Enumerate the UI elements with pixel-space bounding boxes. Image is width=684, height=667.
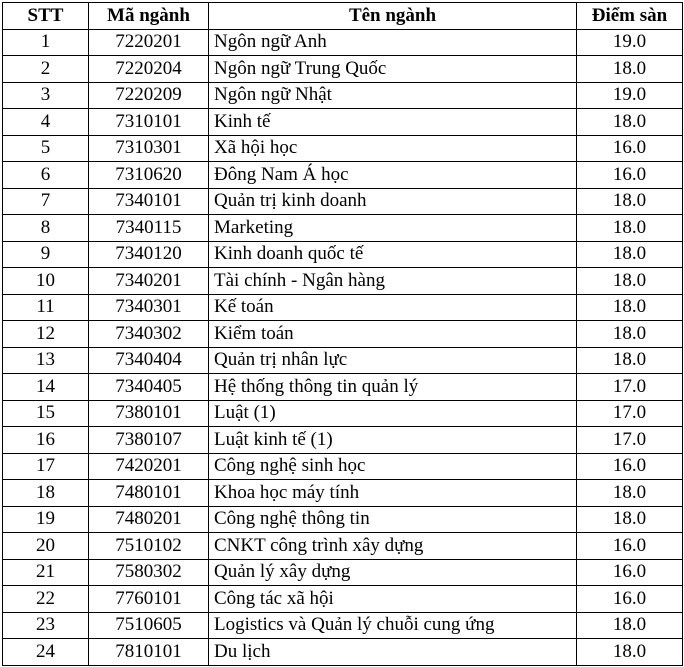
row-major-name: Kế toán xyxy=(209,294,577,321)
row-major-code: 7380101 xyxy=(89,400,209,427)
row-major-name: Công nghệ thông tin xyxy=(209,506,577,533)
row-major-code: 7220209 xyxy=(89,82,209,109)
row-stt: 22 xyxy=(3,586,89,613)
row-major-name: Quản lý xây dựng xyxy=(209,559,577,586)
row-min-score: 16.0 xyxy=(577,559,683,586)
row-stt: 12 xyxy=(3,321,89,348)
row-major-code: 7310620 xyxy=(89,162,209,189)
row-major-code: 7810101 xyxy=(89,639,209,666)
row-major-name: CNKT công trình xây dựng xyxy=(209,533,577,560)
row-min-score: 19.0 xyxy=(577,82,683,109)
table-row xyxy=(3,453,683,480)
table-row xyxy=(3,400,683,427)
row-min-score: 18.0 xyxy=(577,109,683,136)
row-stt: 1 xyxy=(3,29,89,56)
row-stt: 23 xyxy=(3,612,89,639)
table-row xyxy=(3,294,683,321)
header-min-score: Điểm sàn xyxy=(577,3,683,30)
table-row xyxy=(3,639,683,666)
row-min-score: 18.0 xyxy=(577,639,683,666)
row-stt: 6 xyxy=(3,162,89,189)
row-major-code: 7220204 xyxy=(89,56,209,83)
row-major-code: 7340405 xyxy=(89,374,209,401)
row-min-score: 18.0 xyxy=(577,480,683,507)
row-major-name: Hệ thống thông tin quản lý xyxy=(209,374,577,401)
row-stt: 8 xyxy=(3,215,89,242)
row-major-code: 7760101 xyxy=(89,586,209,613)
row-stt: 2 xyxy=(3,56,89,83)
row-stt: 18 xyxy=(3,480,89,507)
row-min-score: 18.0 xyxy=(577,506,683,533)
row-min-score: 18.0 xyxy=(577,241,683,268)
row-min-score: 17.0 xyxy=(577,427,683,454)
row-stt: 11 xyxy=(3,294,89,321)
row-min-score: 16.0 xyxy=(577,533,683,560)
header-stt: STT xyxy=(3,3,89,30)
row-min-score: 17.0 xyxy=(577,400,683,427)
row-major-name: Quản trị kinh doanh xyxy=(209,188,577,215)
row-stt: 15 xyxy=(3,400,89,427)
row-stt: 17 xyxy=(3,453,89,480)
row-stt: 3 xyxy=(3,82,89,109)
row-stt: 16 xyxy=(3,427,89,454)
row-stt: 9 xyxy=(3,241,89,268)
row-stt: 7 xyxy=(3,188,89,215)
table-row xyxy=(3,480,683,507)
row-major-code: 7340120 xyxy=(89,241,209,268)
row-major-name: Xã hội học xyxy=(209,135,577,162)
table-row xyxy=(3,241,683,268)
table-row xyxy=(3,82,683,109)
admission-score-table xyxy=(2,2,683,666)
row-major-code: 7340404 xyxy=(89,347,209,374)
row-major-code: 7510605 xyxy=(89,612,209,639)
row-major-code: 7340101 xyxy=(89,188,209,215)
row-stt: 24 xyxy=(3,639,89,666)
header-major-name: Tên ngành xyxy=(209,3,577,30)
row-major-name: Du lịch xyxy=(209,639,577,666)
row-stt: 21 xyxy=(3,559,89,586)
table-row xyxy=(3,427,683,454)
row-min-score: 18.0 xyxy=(577,188,683,215)
table-row xyxy=(3,533,683,560)
row-major-name: Luật (1) xyxy=(209,400,577,427)
row-min-score: 19.0 xyxy=(577,29,683,56)
row-major-name: Ngôn ngữ Trung Quốc xyxy=(209,56,577,83)
table-row xyxy=(3,188,683,215)
row-major-name: Kiểm toán xyxy=(209,321,577,348)
row-major-code: 7340115 xyxy=(89,215,209,242)
table-row xyxy=(3,268,683,295)
row-min-score: 17.0 xyxy=(577,374,683,401)
row-major-code: 7340302 xyxy=(89,321,209,348)
row-major-name: Đông Nam Á học xyxy=(209,162,577,189)
table-row xyxy=(3,162,683,189)
table-row xyxy=(3,56,683,83)
row-major-code: 7480201 xyxy=(89,506,209,533)
row-major-name: Kinh doanh quốc tế xyxy=(209,241,577,268)
row-min-score: 18.0 xyxy=(577,268,683,295)
table-row xyxy=(3,559,683,586)
row-major-code: 7510102 xyxy=(89,533,209,560)
row-min-score: 18.0 xyxy=(577,321,683,348)
row-min-score: 18.0 xyxy=(577,294,683,321)
header-major-code: Mã ngành xyxy=(89,3,209,30)
row-major-code: 7310301 xyxy=(89,135,209,162)
row-major-name: Khoa học máy tính xyxy=(209,480,577,507)
table-row xyxy=(3,586,683,613)
table-row xyxy=(3,29,683,56)
row-min-score: 18.0 xyxy=(577,347,683,374)
row-major-name: Luật kinh tế (1) xyxy=(209,427,577,454)
table-row xyxy=(3,612,683,639)
row-stt: 10 xyxy=(3,268,89,295)
row-major-code: 7220201 xyxy=(89,29,209,56)
header-row xyxy=(3,3,683,30)
table-row xyxy=(3,321,683,348)
row-major-code: 7340201 xyxy=(89,268,209,295)
row-min-score: 18.0 xyxy=(577,612,683,639)
row-stt: 19 xyxy=(3,506,89,533)
table-body xyxy=(3,29,683,665)
row-major-name: Ngôn ngữ Anh xyxy=(209,29,577,56)
row-major-code: 7310101 xyxy=(89,109,209,136)
row-stt: 14 xyxy=(3,374,89,401)
row-major-name: Ngôn ngữ Nhật xyxy=(209,82,577,109)
row-major-name: Kinh tế xyxy=(209,109,577,136)
row-major-name: Công tác xã hội xyxy=(209,586,577,613)
table-row xyxy=(3,347,683,374)
table-row xyxy=(3,506,683,533)
row-min-score: 18.0 xyxy=(577,215,683,242)
row-major-code: 7480101 xyxy=(89,480,209,507)
table-row xyxy=(3,374,683,401)
row-min-score: 18.0 xyxy=(577,56,683,83)
table-row xyxy=(3,109,683,136)
row-min-score: 16.0 xyxy=(577,453,683,480)
row-major-code: 7420201 xyxy=(89,453,209,480)
row-major-name: Tài chính - Ngân hàng xyxy=(209,268,577,295)
row-major-name: Công nghệ sinh học xyxy=(209,453,577,480)
row-min-score: 16.0 xyxy=(577,586,683,613)
row-major-name: Logistics và Quản lý chuỗi cung ứng xyxy=(209,612,577,639)
table-row xyxy=(3,135,683,162)
row-min-score: 16.0 xyxy=(577,162,683,189)
row-stt: 13 xyxy=(3,347,89,374)
row-major-code: 7340301 xyxy=(89,294,209,321)
row-major-name: Quản trị nhân lực xyxy=(209,347,577,374)
row-stt: 5 xyxy=(3,135,89,162)
row-stt: 4 xyxy=(3,109,89,136)
table-row xyxy=(3,215,683,242)
row-major-name: Marketing xyxy=(209,215,577,242)
row-major-code: 7380107 xyxy=(89,427,209,454)
row-stt: 20 xyxy=(3,533,89,560)
row-major-code: 7580302 xyxy=(89,559,209,586)
row-min-score: 16.0 xyxy=(577,135,683,162)
